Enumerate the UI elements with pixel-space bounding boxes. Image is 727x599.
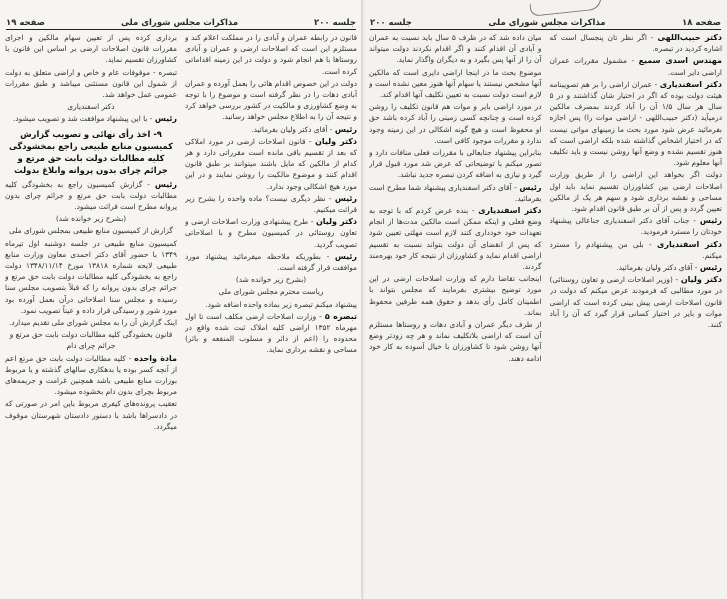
session-number: جلسه ۲۰۰ (370, 18, 412, 28)
paragraph: تبصره ۵ - وزارت اصلاحات ارضی مکلف است تا اول مهرماه ۱۳۵۲ اراضی کلیه املاک ثبت شده واقع در محدوده را (اعم از دائر و مسلوب المنفعه و بائر) مساحی و نقشه برداری نماید. (185, 311, 357, 355)
paragraph-text: تبصره - موقوفات عام و خاص و اراضی متعلق به دولت از شمول این قانون مستثنی میباشد و طبق مقررات عمومی عمل خواهد شد. (5, 67, 177, 100)
speaker-name: دکتر اسفندیاری (478, 206, 542, 216)
paragraph-text: از طرف دیگر عمران و آبادی دهات و روستاها مستلزم آن است که اراضی بلاتکلیف نماند و هر چه زودتر وضع آنها روشن شود تا کشاورزان با خیال آسوده به کار خود ادامه دهند. (369, 320, 542, 363)
page-number: صفحه ۱۸ (682, 18, 721, 28)
paragraph-text: برداری کرده پس از تعیین سهام مالکین و اجرای مقررات قانون اصلاحات ارضی بر اساس این قانون با کشاورزان تقسیم نماید. (5, 33, 177, 65)
paragraph-text: (بشرح زیر خوانده شد) (55, 214, 127, 224)
paragraph: رئیس - بطوریکه ملاحظه میفرمائید پیشنهاد مورد موافقت قرار گرفته است. (185, 251, 357, 273)
right-page (364, 0, 727, 599)
paragraph: رئیس - آقای دکتر ولیان بفرمائید. (616, 263, 722, 273)
paragraph (5, 317, 177, 328)
paragraph (369, 101, 542, 146)
paragraph: دکتر ولیان - طرح پیشنهادی وزارت اصلاحات ارضی و تعاون روستائی در کمیسیون مطرح و با اصلاحاتی تصویب گردید. (185, 217, 357, 249)
paragraph: رئیس - با این پیشنهاد موافقت شد و تصویب میشود. (13, 114, 177, 124)
paragraph (185, 286, 357, 297)
paragraph-text: بنده عرض کردم که با توجه به وضع فعلی و اینکه ممکن است مالکین مدت‌ها از انجام تعهدات خود خودداری کنند لازم است مهلتی تعیین شود که پس از انقضای آن دولت بتواند نسبت به تقسیم اراضی اقدام نماید و کشاورزان از نتیجه کار خود بهره‌مند گردند. (369, 206, 542, 272)
text-column-left (5, 32, 177, 591)
speaker-name: رئیس (334, 193, 357, 203)
paragraph (185, 274, 357, 285)
speaker-name: رئیس (154, 114, 177, 124)
speaker-name: دکتر ولیان (315, 217, 357, 227)
paragraph-text: آقای دکتر ولیان بفرمائید. (251, 124, 328, 134)
paragraph (550, 169, 723, 214)
text-column-right (185, 32, 357, 591)
publication-title: مذاکرات مجلس شورای ملی (488, 18, 606, 28)
paragraph-text: بنابراین پیشنهاد جنابعالی با مقررات فعلی منافات دارد و تصور میکنم با توضیحاتی که عرض شد مورد قبول قرار گیرد و نیازی به اضافه کردن تبصره جدید نباشد. (369, 148, 542, 180)
paragraph (5, 213, 177, 224)
paragraph: دکتر اسفندیاری - بلی من پیشنهادم را مسترد میکنم. (549, 239, 722, 260)
session-number: جلسه ۲۰۰ (314, 18, 356, 28)
paragraph-text: دولت در این خصوص اقدام هائی را بعمل آورده و عمران آبادی دهات را در نظر گرفته است و موضوع را با توجه به وضع کشاورزی و مالکیت در کشور بررسی خواهد کرد و نتیجه آن را به اطلاع مجلس خواهد رسانید. (185, 78, 357, 122)
page-header (6, 14, 356, 30)
paragraph-text: قانون اصلاحات ارضی در مورد املاکی که بعد از تقسیم باقی مانده است مقرراتی دارد و هر کدام از مالکین که مایل باشند میتوانند بر طبق قانون اقدام کنند و موضوع مالکیت را روشن نمایند و در این مورد هیچ اشکالی وجود ندارد. (185, 136, 357, 191)
paragraph (5, 398, 177, 432)
speaker-name: دکتر حبیب‌اللهی (657, 33, 722, 42)
speaker-name: دکتر اسفندیاری (659, 79, 722, 89)
paragraph: دکتر ولیان - (وزیر اصلاحات ارضی و تعاون روستائی) در مورد مطالبی که فرمودند عرض میکنم که دولت در قانون اصلاحات ارضی پیش بینی کرده است که اراضی موات و بایر در اختیار کسانی قرار گیرد که آن را آباد کنند. (549, 275, 722, 330)
speaker-name: رئیس (334, 124, 357, 134)
paragraph-text: نظر دیگری نیست؟ ماده واحده را بشرح زیر قرائت میکنیم. (185, 193, 357, 215)
paragraph-text: اینجانب تقاضا دارم که وزارت اصلاحات ارضی در این مورد توضیح بیشتری بفرمایند که مجلس بتواند با اطمینان کامل رأی بدهد و حقوق همه طرفین محفوظ بماند. (369, 274, 542, 317)
speaker-name: رئیس (699, 216, 722, 226)
paragraph-text: (بشرح زیر خوانده شد) (235, 275, 307, 285)
page-header (370, 14, 721, 30)
speaker-name: مهندس اسدی سمیع (638, 56, 722, 66)
paragraph-text: دکتر اسفندیاری (67, 102, 115, 112)
paragraph-text: آقای دکتر اسفندیاری پیشنهاد شما مطرح است بفرمائید. (369, 182, 542, 203)
speaker-name: رئیس (699, 263, 722, 273)
paragraph (185, 32, 357, 77)
paragraph: رئیس - جناب آقای دکتر اسفندیاری جناعالی پیشنهاد خودتان را مسترد فرمودید. (549, 216, 722, 237)
paragraph-text: جناب آقای دکتر اسفندیاری جناعالی پیشنهاد خودتان را مسترد فرمودید. (549, 216, 722, 237)
paragraph-text: اینک گزارش آن را به مجلس شورای ملی تقدیم میدارد. (8, 318, 177, 328)
paragraph: رئیس - گزارش کمیسیون راجع به بخشودگی کلیه مطالبات دولت بابت حق مرتع و جرائم چرای بدون پروانه مطرح است قرائت میشود. (5, 179, 177, 212)
paragraph: دکتر اسفندیاری - عمران اراضی را بر هم تصویبنامه هیئت دولت بوده که اگر در اختیار شان گذاشتند و در ۵ سال هر سال ۱/۵ آن را آباد کردند بمصرف مالکین درمیآید (دکتر حبیب‌اللهی - اراضی موات را) پس اجازه بفرمائید عرض شود مورد بحث ما زمینهای مواتی نیست که در اختیار اشخاص گذاشته شده بلکه اراضی است که هنوز تقسیم نشده و وضع آنها روشن نیست و باید تکلیف آنها معلوم شود. (549, 79, 722, 168)
section-heading: ۹- اخذ رأی نهائی و تصویب گزارش کمیسیون منابع طبیعی راجع بمخشودگی کلیه مطالبات دولت بابت حق مرتع و جرائم چرای بدون پروانه وابلاغ بدولت (8, 128, 174, 175)
paragraph-text: قانون در رابطه عمران و آبادی را در مملکت اعلام کند و مستلزم این است که اصلاحات ارضی و عمران و آبادی روستاها با هم انجام شود و دولت در این زمینه اقداماتی کرده است. (185, 33, 357, 76)
paragraph-text: پیشنهاد میکنم تبصره زیر بماده واحده اضافه شود. (205, 299, 357, 309)
text-column-right (550, 32, 723, 591)
paragraph: رئیس - آقای دکتر ولیان بفرمائید. (251, 124, 357, 134)
paragraph-text: موضوع بحث ما در اینجا اراضی دایری است که مالکین آنها مشخص نیستند یا سهام آنها هنوز معین نشده است و لازم است دولت نسبت به تعیین تکلیف آنها اقدام کند. (369, 67, 542, 100)
speaker-name: رئیس (519, 182, 542, 192)
paragraph (5, 329, 177, 351)
left-page (0, 0, 362, 599)
speaker-name: مادة واحده (134, 353, 177, 363)
paragraph (369, 32, 542, 66)
paragraph-text: میان داده شد که در ظرف ۵ سال باید نسبت به عمران و آبادی آن اقدام کنند و اگر اقدام نکردند دولت میتواند آن را از آنها پس بگیرد و به دیگران واگذار نماید. (369, 33, 542, 65)
text-column-left (369, 32, 542, 591)
paragraph (185, 78, 357, 123)
paragraph (369, 273, 542, 318)
paragraph (5, 101, 177, 112)
paragraph-text: (وزیر اصلاحات ارضی و تعاون روستائی) در مورد مطالبی که فرمودند عرض میکنم که دولت در قانون اصلاحات ارضی پیش بینی کرده است که اراضی موات و بایر در اختیار کسانی قرار گیرد که آن را آباد کنند. (549, 275, 722, 330)
paragraph-text: وزارت اصلاحات ارضی مکلف است تا اول مهرماه ۱۳۵۲ اراضی کلیه املاک ثبت شده واقع در محدوده را (اعم از دائر و مسلوب المنفعه و بائر) مساحی و نقشه برداری نماید. (185, 311, 357, 355)
paragraph-text: گزارش از کمیسیون منابع طبیعی بمجلس شورای ملی (9, 226, 173, 236)
paragraph-text: کلیه مطالبات دولت بابت حق مرتع اعم از آنچه کسر بوده یا بدهکاری سالهای گذشته و یا مربوط بوزارت منابع طبیعی باشد همچنین غرامت و جریمه‌های مربوط بچرای بدون دام بخشوده میشود. (5, 353, 177, 397)
paragraph: رئیس - نظر دیگری نیست؟ ماده واحده را بشرح زیر قرائت میکنیم. (185, 193, 357, 215)
paragraph-text: در مورد اراضی بایر و موات هم قانون تکلیف را روشن کرده است و چنانچه کسی زمینی را آباد کرده باشد حق او محفوظ است و هیچ گونه اشکالی در این زمینه وجود ندارد و مقررات موجود کافی است. (369, 102, 542, 145)
paragraph-text: آقای دکتر ولیان بفرمائید. (616, 263, 693, 273)
paragraph (5, 238, 177, 316)
paragraph (5, 67, 177, 101)
paragraph: دکتر ولیان - قانون اصلاحات ارضی در مورد املاکی که بعد از تقسیم باقی مانده است مقرراتی دارد و هر کدام از مالکین که مایل باشند میتوانند بر طبق قانون اقدام کنند و موضوع مالکیت را روشن نمایند و در این مورد هیچ اشکالی وجود ندارد. (185, 136, 357, 191)
publication-title: مذاکرات مجلس شورای ملی (120, 18, 239, 28)
paragraph (369, 67, 542, 101)
speaker-name: دکتر ولیان (680, 275, 722, 285)
paragraph-text: عمران اراضی را بر هم تصویبنامه هیئت دولت بوده که اگر در اختیار شان گذاشتند و در ۵ سال هر سال ۱/۵ آن را آباد کردند بمصرف مالکین درمیآید (دکتر حبیب‌اللهی - اراضی موات را) پس اجازه بفرمائید عرض شود مورد بحث ما زمینهای مواتی نیست که در اختیار اشخاص گذاشته شده بلکه اراضی است که هنوز تقسیم نشده و وضع آنها روشن نیست و باید تکلیف آنها معلوم شود. (549, 79, 722, 168)
paragraph-text: اگر نظر تان پنجسال است که اشاره کردید در تبصره. (549, 33, 722, 54)
paragraph (185, 299, 357, 310)
page-number: صفحه ۱۹ (6, 18, 45, 28)
speaker-name: دکتر اسفندیاری (657, 239, 722, 249)
paragraph: مادة واحده - کلیه مطالبات دولت بابت حق مرتع اعم از آنچه کسر بوده یا بدهکاری سالهای گذشته و یا مربوط بوزارت منابع طبیعی باشد همچنین غرامت و جریمه‌های مربوط بچرای بدون دام بخشوده میشود. (5, 353, 177, 397)
speaker-name: رئیس (334, 251, 357, 261)
paragraph (5, 225, 177, 236)
paragraph-text: کمیسیون منابع طبیعی در جلسه دوشنبه اول تیرماه ۱۳۴۹ با حضور آقای دکتر احمدی معاون وزارت منابع طبیعی لایحه شماره ۱۳۸۱۸ مورخ ۱۳۴۸/۱۱/۱۴ دولت راجع به بخشودگی کلیه مطالبات دولت بابت حق مرتع و جرائم چرای بدون پروانه را که قبلاً بتصویب مجلس سنا رسیده و مجلس سنا اصلاحاتی درآن بعمل آورده بود مورد شور و رسیدگی قرار داده و عیناً تصویب نمود. (5, 238, 177, 315)
paragraph-text: ریاست محترم مجلس شورای ملی (218, 287, 324, 297)
speaker-name: تبصره ۵ (324, 311, 357, 321)
paragraph-text: قانون بخشودگی کلیه مطالبات دولت بابت حق مرتع و جرائم چرای دام (9, 330, 173, 351)
paragraph-text: تعقیب پرونده‌های کیفری مربوط باین امر در صورتی که در دادسراها باشد با دستور دادستان شهرستان موقوف میگردد. (5, 399, 177, 431)
speaker-name: دکتر ولیان (315, 136, 357, 146)
paragraph-text: گزارش کمیسیون راجع به بخشودگی کلیه مطالبات دولت بابت حق مرتع و جرائم چرای بدون پروانه مطرح است قرائت میشود. (5, 179, 177, 212)
paragraph-text: دولت اگر بخواهد این اراضی را از طریق وزارت اصلاحات ارضی بین کشاورزان تقسیم نماید باید اول مساحی و نقشه برداری شود و سهم هر یک از مالکین تعیین گردد و پس از آن بر طبق قانون اقدام شود. (549, 170, 722, 214)
paragraph-text: مشمول مقررات عمران اراضی دایر است. (549, 56, 722, 77)
paragraph-text: با این پیشنهاد موافقت شد و تصویب میشود. (13, 114, 148, 124)
paragraph: رئیس - آقای دکتر اسفندیاری پیشنهاد شما مطرح است بفرمائید. (369, 182, 542, 203)
paragraph (5, 32, 177, 66)
paragraph-text: بلی من پیشنهادم را مسترد میکنم. (549, 239, 722, 260)
paragraph (369, 319, 542, 364)
paragraph: دکتر اسفندیاری - بنده عرض کردم که با توجه به وضع فعلی و اینکه ممکن است مالکین مدت‌ها از انجام تعهدات خود خودداری کنند لازم است مهلتی تعیین شود که پس از انقضای آن دولت بتواند نسبت به تقسیم اراضی اقدام نماید و کشاورزان از نتیجه کار خود بهره‌مند گردند. (369, 206, 542, 272)
paragraph: مهندس اسدی سمیع - مشمول مقررات عمران اراضی دایر است. (549, 56, 722, 77)
paragraph-text: بطوریکه ملاحظه میفرمائید پیشنهاد مورد موافقت قرار گرفته است. (185, 251, 357, 273)
paragraph-text: طرح پیشنهادی وزارت اصلاحات ارضی و تعاون روستائی در کمیسیون مطرح و با اصلاحاتی تصویب گردید. (185, 217, 357, 249)
paragraph: دکتر حبیب‌اللهی - اگر نظر تان پنجسال است که اشاره کردید در تبصره. (549, 33, 722, 54)
speaker-name: رئیس (154, 179, 177, 189)
paragraph (369, 147, 542, 181)
